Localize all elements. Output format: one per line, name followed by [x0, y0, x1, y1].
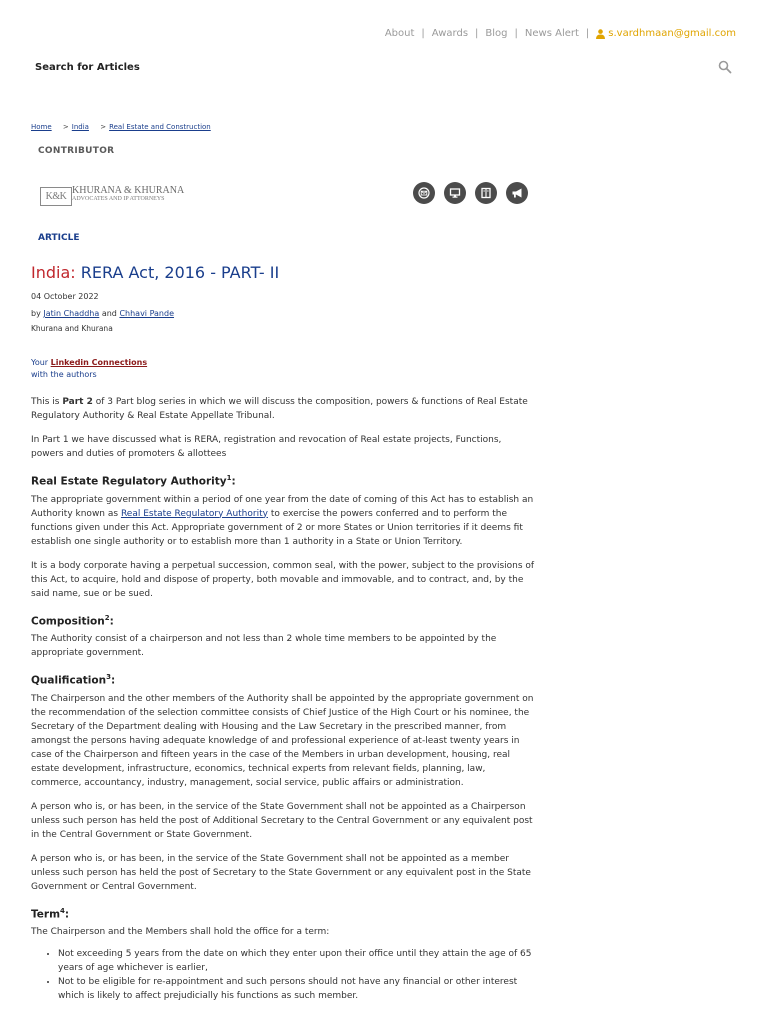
paragraph-body-corporate: It is a body corporate having a perpetual succession, common seal, with the power, subject to the provisions of this Act, to acquire, hold and dispose of property, both movable and immovable, and to contract, and, by the said name, sue or be sued. [31, 560, 535, 599]
search-icon[interactable] [718, 60, 732, 74]
breadcrumb-india-link[interactable]: India [71, 123, 89, 131]
firm-logo[interactable] [40, 184, 185, 206]
nav-separator: | [475, 28, 479, 39]
firm-logo-subtitle: ADVOCATES AND IP ATTORNEYS [72, 196, 165, 202]
heading-regulatory-authority: Real Estate Regulatory Authority$^1$: [31, 474, 236, 488]
user-account-link[interactable] [596, 28, 736, 39]
heading-composition: Composition$^2$: [31, 613, 114, 627]
book-icon[interactable] [475, 182, 497, 204]
search-bar[interactable] [35, 60, 732, 74]
nav-separator: | [421, 28, 425, 39]
user-email: s.vardhmaan@gmail.com [608, 28, 736, 39]
paragraph-composition: The Authority consist of a chairperson and not less than 2 whole time members to be appointed by the appropriate government. [31, 634, 497, 658]
nav-blog-link[interactable]: Blog [485, 28, 508, 39]
monitor-icon[interactable] [444, 182, 466, 204]
author-link-jatin-chaddha[interactable]: Jatin Chaddha [43, 309, 100, 318]
article-firm: Khurana and Khurana [31, 324, 113, 333]
author-link-chhavi-pande[interactable]: Chhavi Pande [119, 309, 175, 318]
nav-awards-link[interactable]: Awards [431, 28, 469, 39]
linkedin-suffix: with the authors [31, 370, 97, 379]
paragraph-authority: The appropriate government within a period of one year from the date of coming of this Act has to establish an Authority known as Real Estate Regulatory Authority to exercise the powers conferred and to perform the functions given under this Act. Appropriate government of 2 or more States or Union territories if it deems fit establish one single authority or to establish more than 1 authority in a State or Union Territory. [31, 494, 534, 547]
article-authors [31, 309, 174, 318]
heading-qualification: Qualification$^3$: [31, 673, 116, 687]
linkedin-connections-link[interactable]: Linkedin Connections [50, 358, 148, 367]
contributor-label: CONTRIBUTOR [38, 146, 115, 156]
term-list [31, 947, 536, 1003]
paragraph-term: The Chairperson and the Members shall hold the office for a term: [31, 927, 330, 937]
nav-separator: | [514, 28, 518, 39]
megaphone-icon[interactable] [506, 182, 528, 204]
article-title [31, 263, 279, 282]
article-body [31, 395, 536, 1003]
firm-logo-name: KHURANA & KHURANA [72, 185, 185, 196]
breadcrumb-category-link[interactable]: Real Estate and Construction [109, 123, 211, 131]
top-navigation [385, 28, 736, 39]
breadcrumb [31, 123, 211, 131]
list-item: • Not to be eligible for re-appointment and such persons should not have any financial or other interest which is likely to affect prejudicially his functions as such member. [58, 975, 536, 1003]
paragraph-qualification: The Chairperson and the other members of the Authority shall be appointed by the appropriate government on the recommendation of the selection committee consists of Chief Justice of the High Court or his nominee, the Secretary of the Department dealing with Housing and the Law Secretary in the prescribed manner, from amongst the persons having adequate knowledge of and professional experience of at-least twenty years in case of the Chairperson and fifteen years in the case of the Members in urban development, housing, real estate development, infrastructure, economics, technical experts from relevant fields, planning, law, commerce, accountancy, industry, management, social service, public affairs or administration. [31, 693, 534, 788]
paragraph-member-service: A person who is, or has been, in the service of the State Government shall not be appointed as a member unless such person has held the post of Secretary to the State Government or any equivalent post in the State Government or Central Government. [31, 853, 531, 892]
nav-about-link[interactable]: About [384, 28, 415, 39]
user-icon [596, 29, 605, 39]
nav-separator: | [585, 28, 590, 39]
list-item: • Not exceeding 5 years from the date on which they enter upon their office until they attain the age of 65 years of age whichever is earlier, [58, 947, 536, 975]
firm-logo-mark: K&K [40, 187, 72, 206]
heading-term: Term$^4$: [31, 906, 70, 920]
article-title-text: RERA Act, 2016 - PART- II [80, 263, 280, 282]
paragraph-part1: In Part 1 we have discussed what is RERA, registration and revocation of Real estate projects, Functions, powers and duties of promoters & allottees [31, 435, 502, 459]
paragraph-chairperson-service: A person who is, or has been, in the service of the State Government shall not be appointed as a Chairperson unless such person has held the post of Additional Secretary to the Central Government or any equivalent post in the Central Government or State Government. [31, 801, 533, 840]
search-label[interactable]: Search for Articles [35, 61, 140, 73]
paragraph-intro: This is Part 2 of 3 Part blog series in which we will discuss the composition, powers & functions of Real Estate Regulatory Authority & Real Estate Appellate Tribunal. [31, 397, 528, 421]
linkedin-prefix: Your [31, 358, 49, 367]
breadcrumb-separator: > [100, 123, 107, 131]
regulatory-authority-link[interactable]: Real Estate Regulatory Authority [120, 508, 268, 519]
email-icon[interactable] [413, 182, 435, 204]
nav-news-alert-link[interactable]: News Alert [524, 28, 579, 39]
breadcrumb-home-link[interactable]: Home [31, 123, 52, 131]
contributor-actions [413, 182, 528, 204]
article-label: ARTICLE [38, 233, 80, 243]
article-country: India: [31, 263, 76, 282]
author-by-label: by [31, 309, 41, 318]
linkedin-connections [31, 357, 147, 381]
author-and-label: and [101, 309, 117, 318]
breadcrumb-separator: > [62, 123, 69, 131]
article-date: 04 October 2022 [31, 292, 99, 301]
